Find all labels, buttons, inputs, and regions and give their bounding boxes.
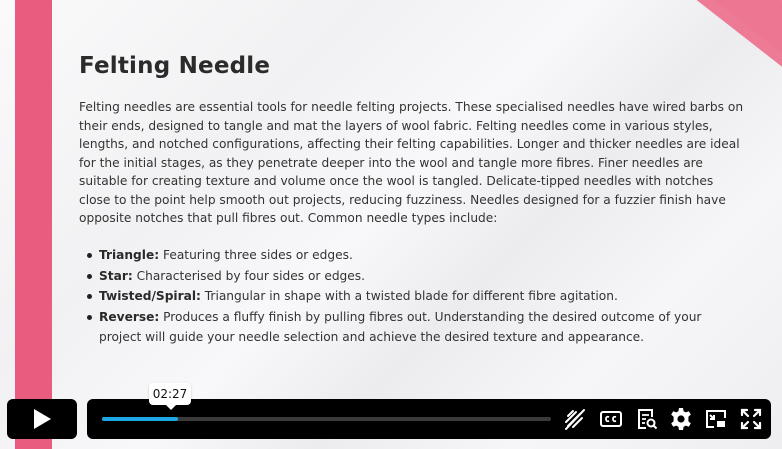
transcript-icon [635,407,659,431]
fullscreen-icon [739,407,763,431]
transcript-button[interactable] [635,407,659,431]
slide-paragraph: Felting needles are essential tools for needle felting projects. These specialised needles have wired barbs on their ends, designed to tangle and mat the layers of wool fabric. Felting needles come in various styles, lengths, and notched configurations, affecting their felting capabilities. Longer and thicker needles are ideal for the initial stages, as they penetrate deeper into the wool and tangle more fibres. Finer needles are suitable for creating texture and volume once the wool is tangled. Delicate-tipped needles with notches close to the point help smooth out projects, reducing fuzziness. Needles designed for a fuzzier finish have opposite notches that pull fibres out. Common needle types include: [79,100,744,225]
list-item-text: Triangular in shape with a twisted blade for different fibre agitation. [200,289,618,303]
list-item-text: Featuring three sides or edges. [159,248,353,262]
settings-icon [669,407,693,431]
list-item-text: Characterised by four sides or edges. [132,268,366,283]
speed-button[interactable] [563,407,587,431]
list-item-term: Triangle: [99,248,160,262]
list-item [79,286,747,307]
list-item-term: Twisted/Spiral: [99,289,201,303]
list-item [79,266,747,287]
pip-icon [704,407,728,431]
list-item [79,245,747,266]
list-item-text: Produces a fluffy finish by pulling fibres out. Understanding the desired outcome of your project will guide your needle selection and achieve the desired texture and appearance. [99,309,702,344]
slide-title: Felting Needle [79,53,271,79]
player-control-bar [87,399,771,439]
time-tooltip: 02:27 [149,383,191,405]
needle-type-list [79,245,747,348]
play-button[interactable] [7,399,77,439]
list-item-term: Reverse: [99,309,160,324]
speed-icon [563,407,587,431]
decorative-corner [666,0,782,69]
list-item [79,307,747,348]
fullscreen-button[interactable] [739,407,763,431]
progress-track[interactable] [102,417,551,421]
captions-button[interactable] [599,407,623,431]
pip-button[interactable] [704,407,728,431]
play-icon [32,408,52,430]
list-item-term: Star: [99,268,133,283]
progress-fill [102,417,178,421]
captions-icon [599,407,623,431]
settings-button[interactable] [669,407,693,431]
decorative-left-bar [15,0,52,449]
